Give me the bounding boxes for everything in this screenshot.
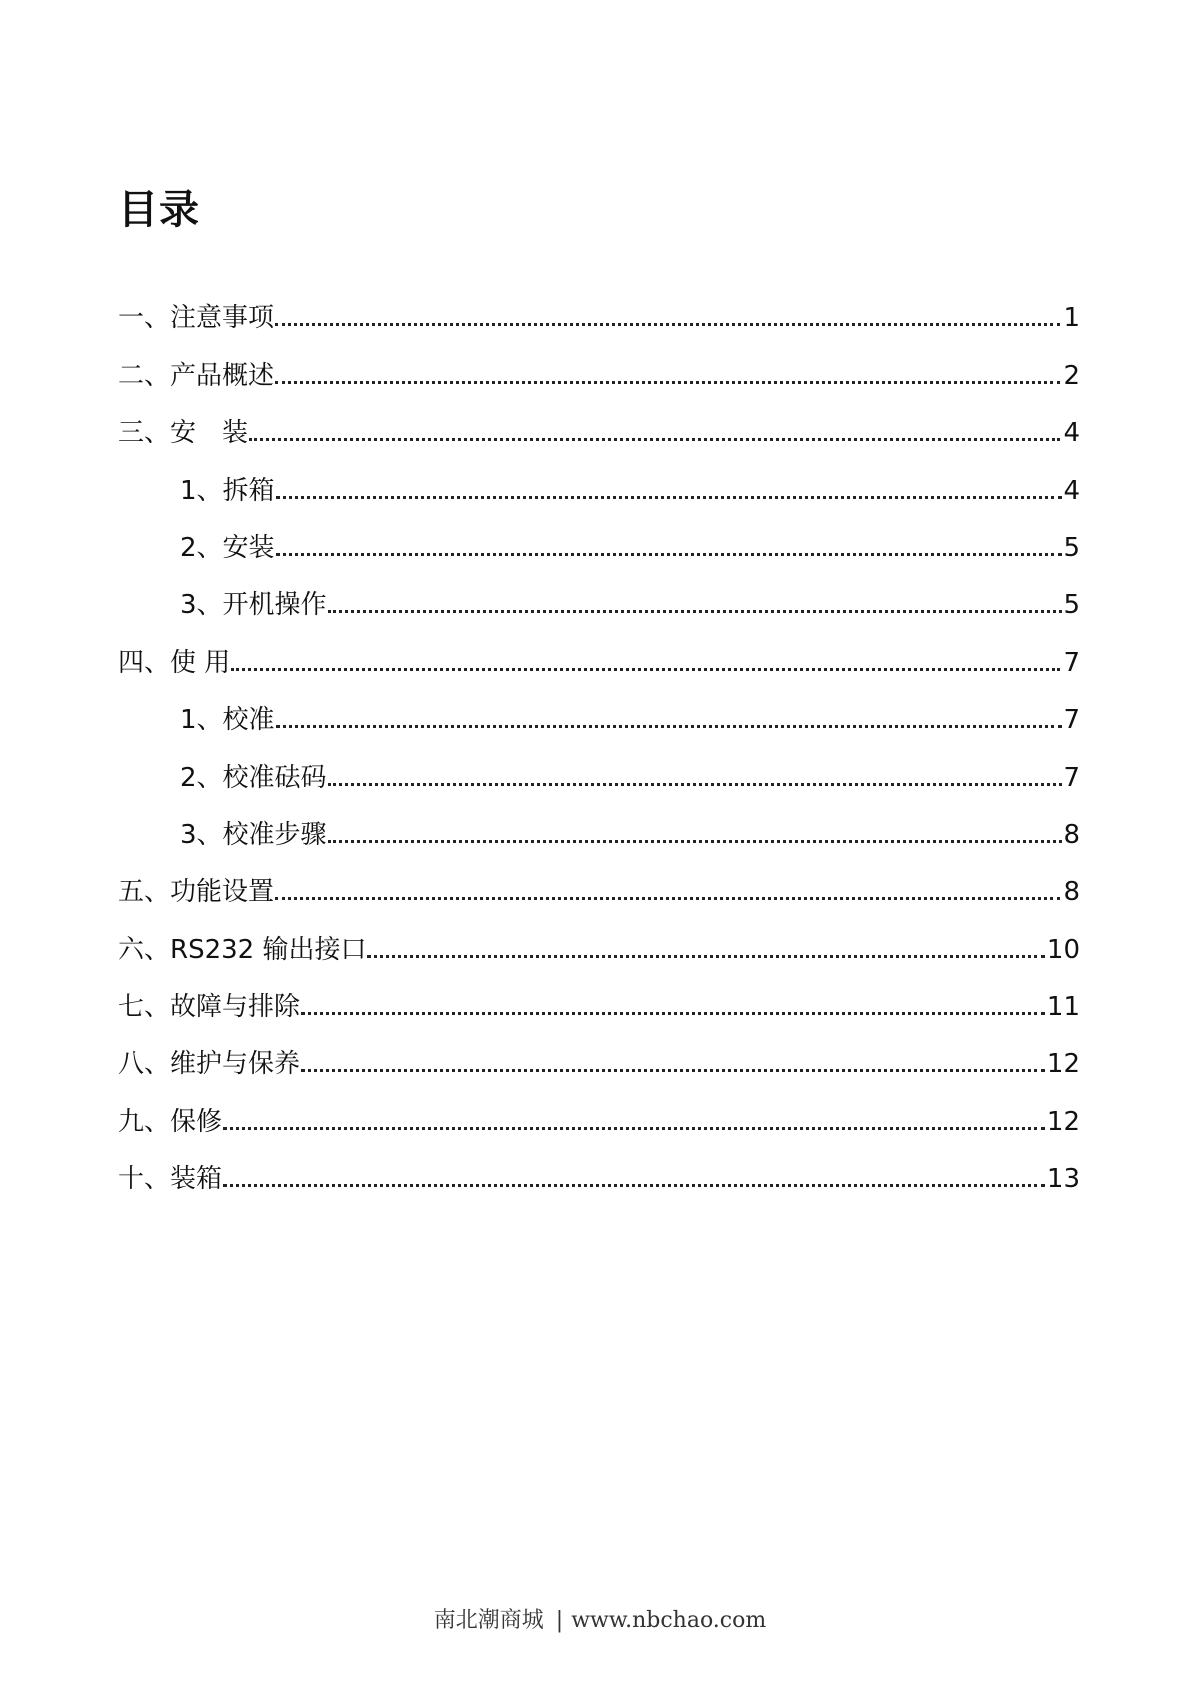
toc-entry-rs232[interactable]	[118, 909, 1080, 966]
toc-entry-troubleshooting[interactable]	[118, 967, 1080, 1024]
toc-entry-page: 5	[1063, 590, 1080, 621]
dot-leader	[276, 725, 1062, 728]
toc-entry-page: 7	[1063, 705, 1080, 736]
toc-entry-label: 九、保修	[118, 1106, 223, 1137]
dot-leader	[249, 438, 1060, 441]
toc-entry-page: 2	[1063, 360, 1080, 391]
toc-entry-page: 5	[1063, 532, 1080, 563]
toc-entry-label: 七、故障与排除	[118, 992, 301, 1023]
toc-entry-install[interactable]	[118, 508, 1080, 565]
page-footer	[0, 1603, 1200, 1634]
dot-leader	[301, 1012, 1045, 1015]
toc-entry-label: 六、RS232 输出接口	[118, 934, 367, 965]
toc-entry-overview[interactable]	[118, 335, 1080, 392]
toc-entry-label: 1、校准	[180, 705, 275, 736]
toc-entry-label: 八、维护与保养	[118, 1049, 301, 1080]
toc-entry-page: 1	[1063, 303, 1080, 334]
toc-entry-maintenance[interactable]	[118, 1024, 1080, 1081]
footer-url-link[interactable]: www.nbchao.com	[571, 1608, 767, 1633]
dot-leader	[275, 897, 1060, 900]
toc-entry-page: 7	[1063, 647, 1080, 678]
toc-entry-label: 十、装箱	[118, 1164, 223, 1195]
toc-entry-unboxing[interactable]	[118, 450, 1080, 507]
toc-entry-label: 2、校准砝码	[180, 762, 327, 793]
dot-leader	[223, 1127, 1045, 1130]
page-title: 目录	[118, 187, 200, 233]
toc-entry-page: 4	[1063, 475, 1080, 506]
toc-entry-label: 二、产品概述	[118, 360, 275, 391]
table-of-contents	[118, 278, 1080, 1196]
toc-entry-notes[interactable]	[118, 278, 1080, 335]
toc-entry-page: 8	[1063, 819, 1080, 850]
dot-leader	[301, 1069, 1045, 1072]
dot-leader	[328, 783, 1062, 786]
toc-entry-page: 7	[1063, 762, 1080, 793]
dot-leader	[328, 610, 1062, 613]
dot-leader	[275, 323, 1060, 326]
toc-entry-calibration-steps[interactable]	[118, 795, 1080, 852]
toc-entry-warranty[interactable]	[118, 1081, 1080, 1138]
toc-entry-label: 1、拆箱	[180, 475, 275, 506]
toc-entry-page: 8	[1063, 877, 1080, 908]
toc-entry-label: 五、功能设置	[118, 877, 275, 908]
dot-leader	[367, 955, 1044, 958]
toc-entry-label: 一、注意事项	[118, 303, 275, 334]
toc-entry-label: 3、开机操作	[180, 590, 327, 621]
toc-entry-calibration-weights[interactable]	[118, 737, 1080, 794]
footer-separator: |	[555, 1608, 564, 1633]
toc-entry-page: 12	[1046, 1049, 1080, 1080]
toc-entry-usage[interactable]	[118, 622, 1080, 679]
dot-leader	[231, 668, 1060, 671]
toc-entry-function-settings[interactable]	[118, 852, 1080, 909]
footer-site-name: 南北潮商城	[433, 1608, 544, 1633]
toc-entry-page: 4	[1063, 418, 1080, 449]
toc-entry-label: 四、使 用	[118, 647, 231, 678]
toc-entry-label: 2、安装	[180, 532, 275, 563]
dot-leader	[276, 553, 1062, 556]
toc-entry-label: 3、校准步骤	[180, 819, 327, 850]
toc-entry-packing[interactable]	[118, 1139, 1080, 1196]
dot-leader	[223, 1184, 1045, 1187]
dot-leader	[275, 381, 1060, 384]
toc-entry-page: 12	[1046, 1106, 1080, 1137]
toc-entry-page: 11	[1046, 992, 1080, 1023]
toc-entry-installation[interactable]	[118, 393, 1080, 450]
toc-entry-power-on[interactable]	[118, 565, 1080, 622]
dot-leader	[276, 496, 1062, 499]
toc-entry-calibration[interactable]	[118, 680, 1080, 737]
toc-entry-page: 13	[1046, 1164, 1080, 1195]
dot-leader	[328, 840, 1062, 843]
toc-entry-page: 10	[1046, 934, 1080, 965]
toc-entry-label: 三、安 装	[118, 418, 249, 449]
